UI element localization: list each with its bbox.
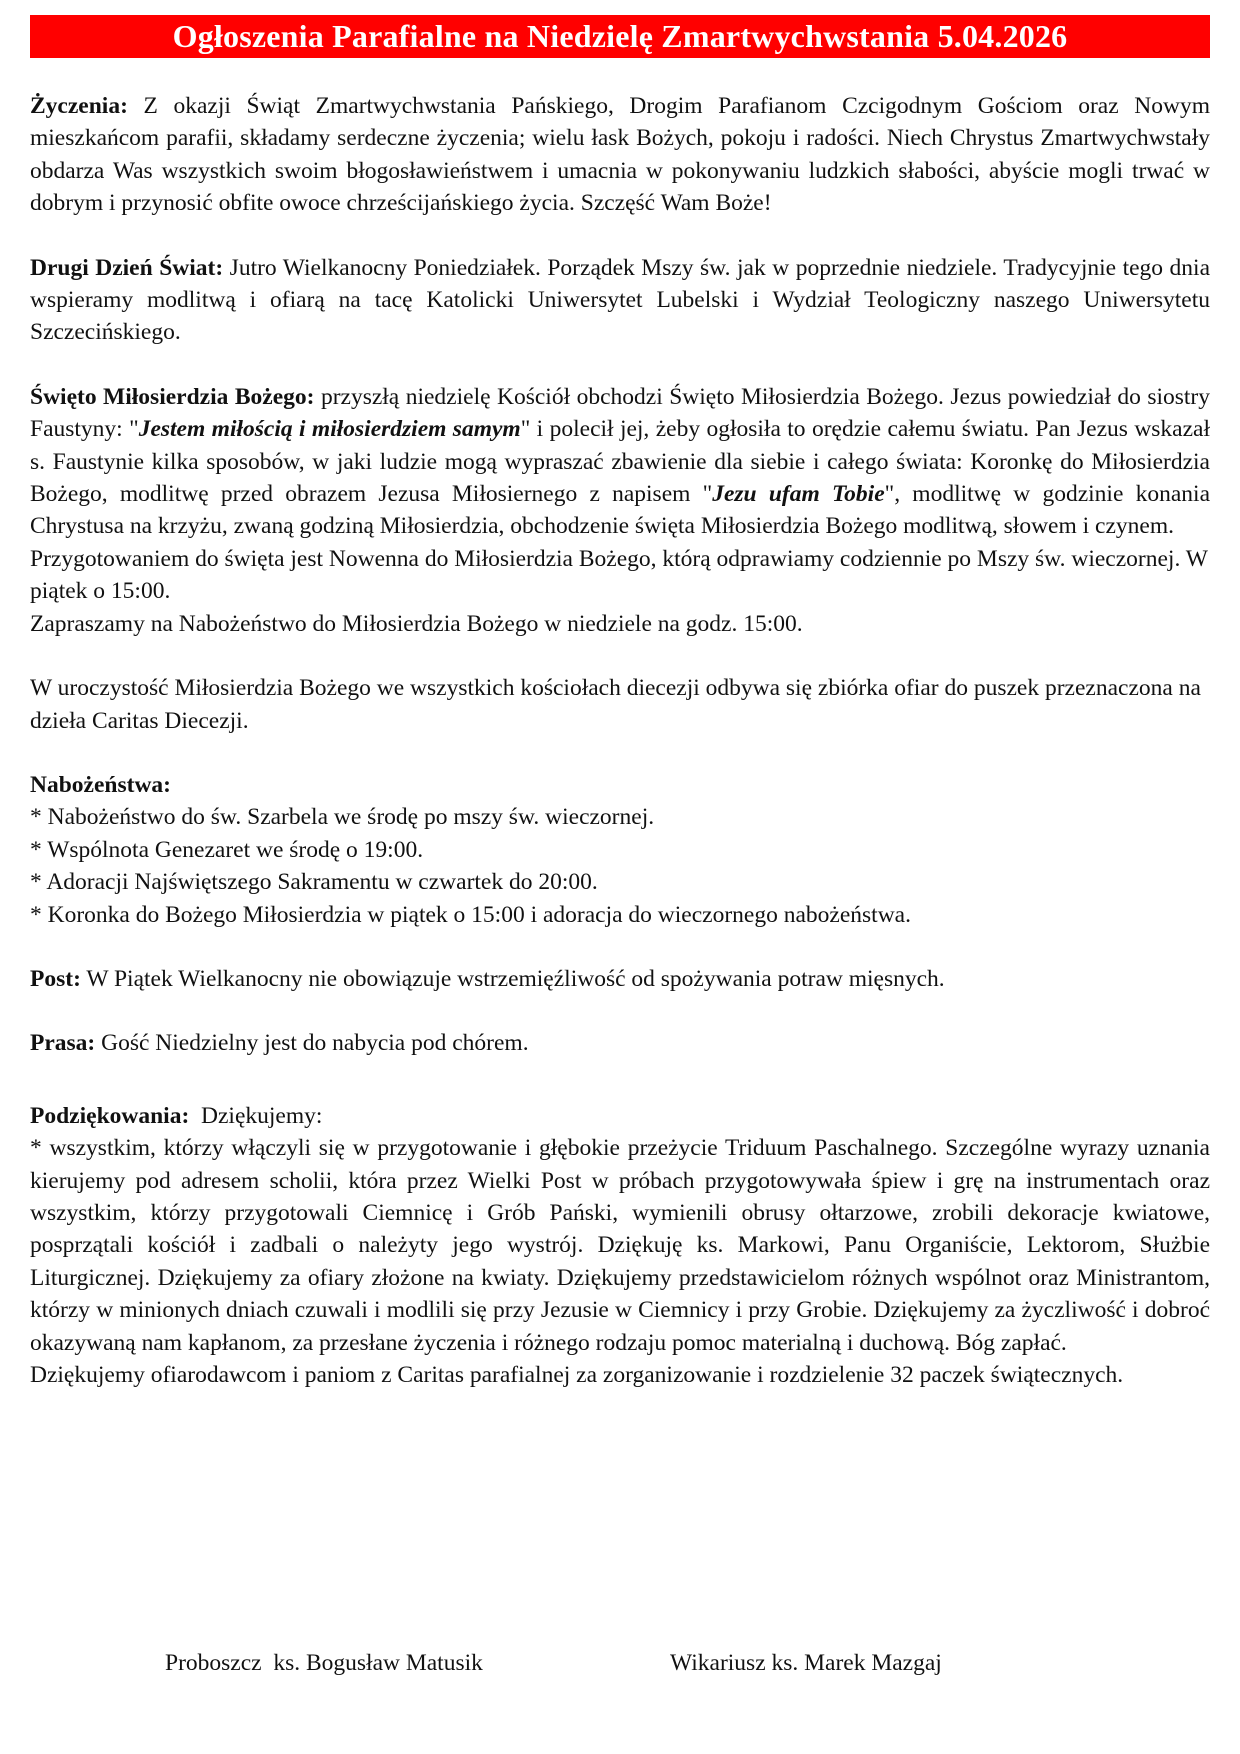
section-text: Dziękujemy:: [189, 1102, 323, 1129]
list-item: * Nabożeństwo do św. Szarbela we środę po mszy św. wieczornej.: [30, 804, 655, 831]
section-label: Życzenia:: [30, 93, 128, 119]
list-item: * Adoracji Najświętszego Sakramentu w czwartek do 20:00.: [30, 869, 598, 896]
section-label: Prasa:: [30, 1030, 96, 1057]
section-nabozenstwa: [30, 769, 1210, 931]
section-zbiorka: W uroczystość Miłosierdzia Bożego we wszystkich kościołach diecezji odbywa się zbiórka ofiar do puszek przeznaczona na dzieła Caritas Diecezji.: [30, 675, 1201, 734]
page-title: Ogłoszenia Parafialne na Niedzielę Zmartwychwstania 5.04.2026: [172, 18, 1068, 54]
section-label: Święto Miłosierdzia Bożego:: [30, 383, 315, 410]
section-label: Nabożeństwa:: [30, 771, 171, 798]
list-item: * Wspólnota Genezaret we środę o 19:00.: [30, 836, 424, 863]
section-podziekowania: [30, 1100, 1210, 1392]
list-item: * Koronka do Bożego Miłosierdzia w piątek o 15:00 i adoracja do wieczornego nabożeństwa.: [30, 901, 911, 928]
section-text: ", modlitwę w godzinie konania Chrystusa na krzyżu, zwaną godziną Miłosierdzia, obchodzenie święta Miłosierdzia Bożego modlitwą, słowem i czynem.: [30, 481, 1210, 540]
section-zyczenia: [30, 90, 1210, 220]
section-drugi-dzien: [30, 252, 1210, 349]
section-milosierdzie: [30, 381, 1210, 640]
section-text: przyszłą niedzielę Kościół obchodzi Święto Miłosierdzia Bożego. Jezus powiedział do siostry Faustyny: ": [30, 383, 1211, 443]
section-text: Gość Niedzielny jest do nabycia pod chórem.: [95, 1030, 529, 1057]
header-banner: [30, 15, 1210, 58]
milosierdzie-zapraszamy: Zapraszamy na Nabożeństwo do Miłosierdzia Bożego w niedziele na godz. 15:00.: [30, 610, 803, 637]
section-text: Jutro Wielkanocny Poniedziałek. Porządek Mszy św. jak w poprzednie niedziele. Tradycyjnie tego dnia wspieramy modlitwą i ofiarą na tacę Katolicki Uniwersytet Lubelski i Wydział Teologiczny naszego Uniwersytetu Szczecińskiego.: [30, 254, 1211, 346]
podziekowania-heading: [30, 1100, 1210, 1132]
section-prasa: [30, 1027, 1210, 1059]
podziekowania-body: * wszystkim, którzy włączyli się w przygotowanie i głębokie przeżycie Triduum Paschalnego. Szczególne wyrazy uznania kierujemy pod adresem scholii, która przez Wielki Post w próbach przygotowywała śpiew i grę na instrumentach oraz wszystkim, którzy przygotowali Ciemnicę i Grób Pański, wymienili obrusy ołtarzowe, zrobili dekoracje kwiatowe, posprzątali kościół i zadbali o należyty jego wystrój. Dziękuję ks. Markowi, Panu Organiście, Lektorom, Służbie Liturgicznej. Dziękujemy za ofiary złożone na kwiaty. Dziękujemy przedstawicielom różnych wspólnot oraz Ministrantom, którzy w minionych dniach czuwali i modlili się przy Jezusie w Ciemnicy i przy Grobie. Dziękujemy za życzliwość i dobroć okazywaną nam kapłanom, za przesłane życzenia i różnego rodzaju pomoc materialną i duchową. Bóg zapłać.: [30, 1135, 1210, 1356]
signature-pastor: Proboszcz ks. Bogusław Matusik: [165, 1650, 483, 1676]
milosierdzie-main: [30, 381, 1210, 543]
milosierdzie-nowenna: Przygotowaniem do święta jest Nowenna do Miłosierdzia Bożego, którą odprawiamy codziennie po Mszy św. wieczornej. W piątek o 15:00.: [30, 545, 1208, 605]
section-label: Drugi Dzień Świat:: [30, 254, 224, 281]
section-label: Podziękowania:: [30, 1102, 190, 1129]
podziekowania-caritas: Dziękujemy ofiarodawcom i paniom z Caritas parafialnej za zorganizowanie i rozdzielenie 32 paczek świątecznych.: [30, 1362, 1124, 1388]
section-label: Post:: [30, 965, 81, 992]
quote-text: Jestem miłością i miłosierdziem samym: [138, 416, 521, 443]
section-text: W Piątek Wielkanocny nie obowiązuje wstrzemięźliwość od spożywania potraw mięsnych.: [80, 965, 945, 992]
signature-vicar: Wikariusz ks. Marek Mazgaj: [670, 1650, 942, 1676]
section-post: [30, 963, 1210, 995]
section-text: Z okazji Świąt Zmartwychwstania Pańskiego, Drogim Parafianom Czcigodnym Gościom oraz Nowym mieszkańcom parafii, składamy serdeczne życzenia; wielu łask Bożych, pokoju i radości. Niech Chrystus Zmartwychwstały obdarza Was wszystkich swoim błogosławieństwem i umacnia w pokonywaniu ludzkich słabości, abyście mogli trwać w dobrym i przynosić obfite owoce chrześcijańskiego życia. Szczęść Wam Boże!: [30, 93, 1210, 217]
section-text: " i polecił jej, żeby ogłosiła to orędzie całemu światu. Pan Jezus wskazał s. Faustynie kilka sposobów, w jaki ludzie mogą wypraszać zbawienie dla siebie i całego świata: Koronkę do Miłosierdzia Bożego, modlitwę przed obrazem Jezusa Miłosiernego z napisem ": [30, 416, 1211, 508]
quote-text: Jezu ufam Tobie: [712, 481, 885, 508]
services-list: [30, 801, 1210, 931]
announcements-body: [30, 90, 1210, 1423]
